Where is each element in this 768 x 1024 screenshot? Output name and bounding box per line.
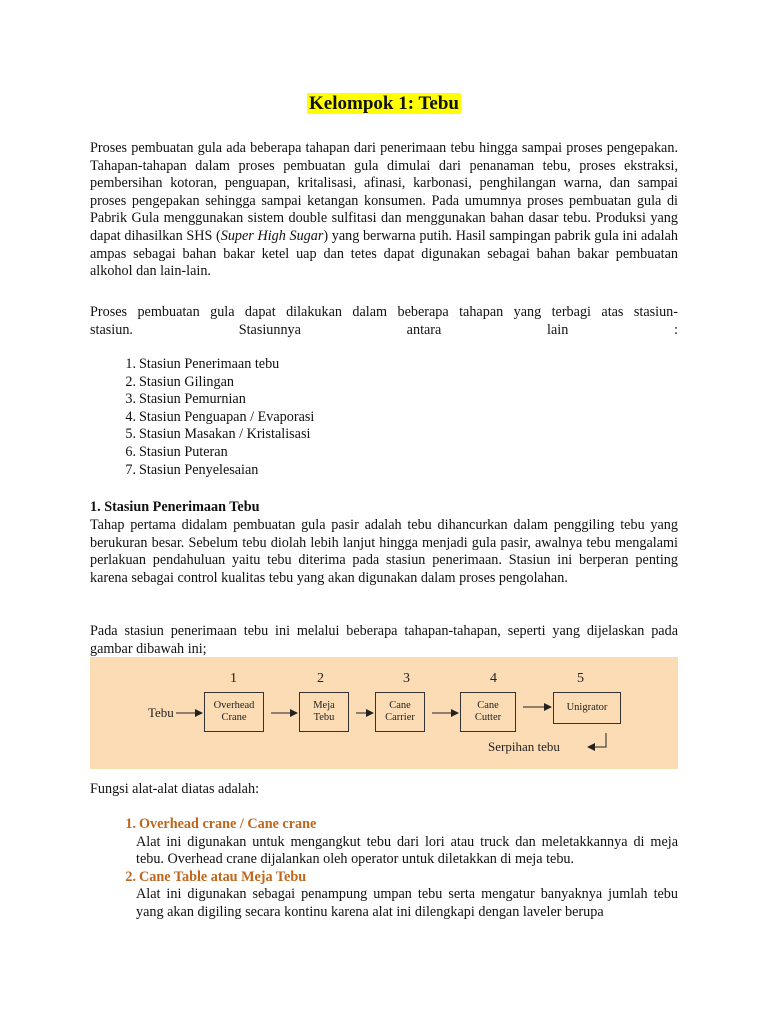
- list-item: [90, 391, 678, 409]
- step-number: 4: [490, 671, 497, 686]
- tool-name: Overhead crane / Cane crane: [139, 816, 317, 832]
- step-number: 3: [403, 671, 410, 686]
- list-item: [90, 356, 678, 374]
- paragraph-intro-b: ) yang berwarna putih. Hasil sampingan pabrik gula ini adalah ampas sebagai bahan bakar ketel uap dan tetes dapat digunakan sebagai bahan bakar pembuatan alkohol dan lain-lain.: [90, 227, 679, 280]
- list-item-label: Stasiun Penyelesaian: [139, 461, 259, 478]
- list-item: [90, 444, 678, 462]
- list-item-number: 3.: [125, 391, 136, 408]
- station-list: [90, 356, 678, 479]
- list-item-number: 1.: [125, 356, 136, 372]
- box-line: Meja: [313, 700, 335, 711]
- paragraph-stages-line1: Proses pembuatan gula dapat dilakukan dalam beberapa tahapan yang terbagi atas stasiun-: [90, 304, 678, 320]
- list-item-number: 5.: [125, 426, 136, 443]
- list-item: [90, 462, 678, 480]
- list-item: [90, 374, 678, 392]
- arrow-output: [588, 733, 606, 747]
- paragraph-stages-line2: [90, 322, 678, 340]
- box-line: Cutter: [474, 712, 502, 723]
- functions-intro: Fungsi alat-alat diatas adalah:: [90, 781, 260, 797]
- list-item-label: Stasiun Puteran: [139, 443, 228, 460]
- paragraph-intro-italic: Super High Sugar: [220, 227, 324, 244]
- tool-heading: [90, 816, 678, 834]
- word-5: :: [674, 322, 678, 338]
- list-item: [90, 409, 678, 427]
- list-item-number: 2.: [125, 373, 136, 390]
- diagram-arrows: [90, 657, 678, 769]
- section-heading: 1. Stasiun Penerimaan Tebu: [90, 499, 260, 515]
- box-line: Carrier: [385, 712, 415, 723]
- box-line: Unigrator: [566, 702, 608, 713]
- title-wrap: [90, 93, 678, 119]
- document-page: [90, 0, 679, 920]
- box-line: Cane: [477, 700, 499, 711]
- tool-heading: [90, 869, 678, 887]
- input-label: Tebu: [148, 705, 174, 720]
- paragraph-intro-a: Proses pembuatan gula ada beberapa tahapan dari penerimaan tebu hingga sampai proses pengepakan. Tahapan-tahapan dalam proses pembuatan gula dimulai dari penanaman tebu, proses ekstraksi, pembersihan kotoran, penguapan, kritalisasi, afinasi, karbonasi, penghilangan warna, dan sampai proses pengepakan sehingga sampai ketangan konsumen. Pada umumnya proses pembuatan gula di Pabrik Gula menggunakan sistem double sulfitasi dan menggunakan bahan dasar tebu. Produksi yang dapat dihasilkan SHS (: [90, 140, 678, 244]
- list-item-label: Stasiun Penguapan / Evaporasi: [139, 408, 315, 425]
- list-item-number: 7.: [125, 461, 136, 478]
- tool-number: 1.: [125, 816, 136, 832]
- tool-description: Alat ini digunakan untuk mengangkut tebu dari lori atau truck dan meletakkannya di meja tebu. Overhead crane dijalankan oleh operator untuk diletakkan di meja tebu.: [136, 833, 678, 868]
- list-item: [90, 426, 678, 444]
- paragraph-diagram-intro: Pada stasiun penerimaan tebu ini melalui beberapa tahapan-tahapan, seperti yang dijelaskan pada gambar dibawah ini;: [90, 623, 678, 657]
- word-2: Stasiunnya: [238, 322, 301, 338]
- process-diagram: [90, 657, 678, 769]
- word-4: lain: [547, 322, 569, 338]
- box-line: Crane: [221, 712, 247, 723]
- list-item-label: Stasiun Masakan / Kristalisasi: [139, 426, 311, 443]
- paragraph-intro: [90, 140, 678, 281]
- step-number: 1: [230, 671, 237, 686]
- box-line: Tebu: [313, 712, 335, 723]
- list-item-label: Stasiun Pemurnian: [139, 391, 246, 408]
- tool-list: [90, 816, 678, 922]
- list-item-number: 6.: [125, 443, 136, 460]
- tool-name: Cane Table atau Meja Tebu: [139, 868, 307, 885]
- box-line: Cane: [389, 700, 411, 711]
- step-number: 5: [577, 671, 584, 686]
- list-item-label: Stasiun Gilingan: [139, 373, 234, 390]
- box-line: Overhead: [213, 700, 255, 711]
- page-title: Kelompok 1: Tebu: [309, 93, 459, 114]
- word-3: antara: [406, 322, 442, 338]
- list-item-label: Stasiun Penerimaan tebu: [139, 356, 280, 372]
- paragraph-section1: Tahap pertama didalam pembuatan gula pasir adalah tebu dihancurkan dalam penggiling tebu yang berukuran besar. Sebelum tebu diolah lebih lanjut hingga menjadi gula pasir, awalnya tebu mengalami perlakuan pendahuluan yaitu tebu diterima pada stasiun penerimaan. Stasiun ini berperan penting karena sebagai control kualitas tebu yang akan digunakan dalam proses pengolahan.: [90, 517, 678, 586]
- step-number: 2: [317, 671, 324, 686]
- tool-description: Alat ini digunakan sebagai penampung umpan tebu serta mengatur banyaknya jumlah tebu yang akan digiling secara kontinu karena alat ini dilengkapi dengan laveler berupa: [136, 886, 678, 920]
- list-item-number: 4.: [125, 408, 136, 425]
- word-1: stasiun.: [90, 322, 133, 338]
- tool-number: 2.: [125, 868, 136, 885]
- output-label: Serpihan tebu: [488, 739, 560, 754]
